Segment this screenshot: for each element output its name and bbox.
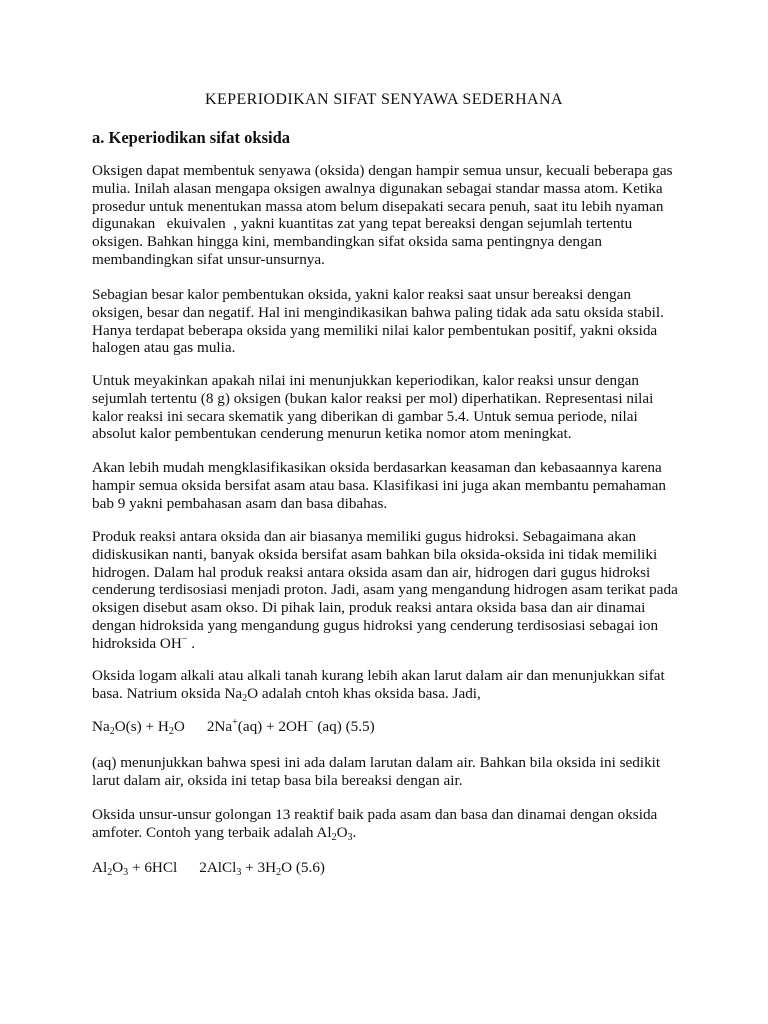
equation-text: Na	[92, 718, 110, 735]
paragraph-line: bab 9 yakni pembahasan asam dan basa dibahas.	[92, 494, 388, 512]
paragraph-line: halogen atau gas mulia.	[92, 339, 236, 357]
subscript: 3	[236, 867, 242, 878]
paragraph-line: prosedur untuk menentukan massa atom belum disepakati secara penuh, saat itu lebih nyaman	[92, 197, 664, 215]
superscript: −	[181, 633, 188, 645]
paragraph-text: .	[187, 634, 196, 652]
paragraph-4	[92, 459, 692, 512]
equation-text: O	[112, 859, 124, 876]
paragraph-line: hidrogen. Dalam hal produk reaksi antara oksida asam dan air, hidrogen dari gugus hidroksi	[92, 563, 651, 581]
paragraph-line	[92, 824, 692, 842]
paragraph-line: Akan lebih mudah mengklasifikasikan oksida berdasarkan keasaman dan kebasaannya karena	[92, 459, 662, 476]
paragraph-line: absolut kalor pembentukan cenderung menurun ketika nomor atom meningkat.	[92, 425, 572, 443]
paragraph-line: (aq) menunjukkan bahwa spesi ini ada dalam larutan dalam air. Bahkan bila oksida ini sedikit	[92, 754, 661, 771]
paragraph-line: oksigen, besar dan negatif. Hal ini mengindikasikan bahwa paling tidak ada satu oksida stabil.	[92, 303, 664, 321]
paragraph-line: oksigen disebut asam okso. Di pihak lain, produk reaksi antara oksida basa dan air dinamai	[92, 599, 646, 617]
subscript: 2	[107, 867, 113, 878]
equation-text: + 3H	[241, 859, 277, 876]
superscript: +	[232, 717, 238, 728]
equation-rhs	[199, 859, 325, 877]
equation-text: O (5.6)	[281, 859, 325, 876]
equation-5-6	[92, 859, 325, 877]
subscript: 2	[276, 867, 282, 878]
paragraph-line: cenderung terdisosiasi menjadi proton. Jadi, asam yang mengandung hidrogen asam terikat pada	[92, 581, 678, 599]
paragraph-3	[92, 372, 692, 443]
paragraph-6	[92, 667, 692, 703]
paragraph-line: Hanya terdapat beberapa oksida yang memiliki nilai kalor pembentukan positif, yakni oksida	[92, 321, 658, 339]
paragraph-text: .	[352, 823, 357, 841]
equation-lhs	[92, 718, 185, 735]
paragraph-line: membandingkan sifat unsur-unsurnya.	[92, 250, 325, 268]
equation-lhs	[92, 859, 177, 876]
paragraph-line: larut dalam air, oksida ini tetap basa bila bereaksi dengan air.	[92, 771, 463, 789]
equation-text: (aq) (5.5)	[313, 718, 375, 735]
subscript: 2	[109, 726, 115, 737]
document-title: KEPERIODIKAN SIFAT SENYAWA SEDERHANA	[205, 91, 563, 108]
paragraph-text: hidroksida OH	[92, 634, 182, 652]
paragraph-line: didiskusikan nanti, banyak oksida bersifat asam bahkan bila oksida-oksida ini tidak memiliki	[92, 545, 658, 563]
subscript: 2	[331, 831, 337, 843]
equation-text: + 6HCl	[128, 859, 178, 876]
paragraph-line: Oksigen dapat membentuk senyawa (oksida) dengan hampir semua unsur, kecuali beberapa gas	[92, 162, 673, 179]
subscript: 3	[123, 867, 129, 878]
paragraph-line	[92, 685, 692, 703]
paragraph-text: amfoter. Contoh yang terbaik adalah Al	[92, 823, 332, 841]
equation-text: Al	[92, 859, 108, 876]
equation-text: O(s) + H	[114, 718, 169, 735]
subscript: 2	[168, 726, 174, 737]
paragraph-line: hampir semua oksida bersifat asam atau basa. Klasifikasi ini juga akan membantu pemahaman	[92, 476, 666, 494]
paragraph-line: mulia. Inilah alasan mengapa oksigen awalnya digunakan sebagai standar massa atom. Ketika	[92, 179, 663, 197]
paragraph-text: O adalah cntoh khas oksida basa. Jadi,	[247, 684, 481, 702]
paragraph-line: kalor reaksi ini secara skematik yang diberikan di gambar 5.4. Untuk semua periode, nilai	[92, 407, 638, 425]
paragraph-line: dengan hidroksida yang mengandung gugus hidroksi yang cenderung terdisosiasi sebagai ion	[92, 616, 659, 634]
paragraph-line: sejumlah tertentu (8 g) oksigen (bukan kalor reaksi per mol) diperhatikan. Representasi nilai	[92, 389, 654, 407]
section-heading: a. Keperiodikan sifat oksida	[92, 128, 291, 147]
paragraph-line: digunakan ekuivalen , yakni kuantitas zat yang tepat bereaksi dengan sejumlah tertentu	[92, 215, 633, 233]
paragraph-text: O	[336, 823, 348, 841]
paragraph-8	[92, 806, 692, 842]
equation-text: O	[173, 718, 185, 735]
paragraph-line: Produk reaksi antara oksida dan air biasanya memiliki gugus hidroksi. Sebagaimana akan	[92, 528, 637, 545]
paragraph-line: Untuk meyakinkan apakah nilai ini menunjukkan keperiodikan, kalor reaksi unsur dengan	[92, 372, 640, 389]
subscript: 2	[242, 692, 248, 704]
paragraph-text: basa. Natrium oksida Na	[92, 684, 243, 702]
paragraph-7	[92, 754, 692, 790]
paragraph-line: Sebagian besar kalor pembentukan oksida, yakni kalor reaksi saat unsur bereaksi dengan	[92, 286, 631, 303]
paragraph-line: Oksida logam alkali atau alkali tanah kurang lebih akan larut dalam air dan menunjukkan sifat	[92, 667, 665, 684]
paragraph-2	[92, 286, 692, 357]
equation-text: (aq) + 2OH	[237, 718, 308, 735]
paragraph-1	[92, 162, 692, 269]
equation-text: 2AlCl	[199, 859, 237, 876]
paragraph-5	[92, 528, 692, 653]
superscript: −	[307, 717, 314, 728]
equation-rhs	[207, 718, 375, 736]
paragraph-line	[92, 635, 692, 653]
paragraph-line: Oksida unsur-unsur golongan 13 reaktif baik pada asam dan basa dan dinamai dengan oksida	[92, 806, 658, 823]
equation-text: 2Na	[206, 718, 233, 735]
equation-5-5	[92, 718, 375, 736]
subscript: 3	[347, 831, 353, 843]
paragraph-line: oksigen. Bahkan hingga kini, membandingkan sifat oksida sama pentingnya dengan	[92, 233, 602, 251]
